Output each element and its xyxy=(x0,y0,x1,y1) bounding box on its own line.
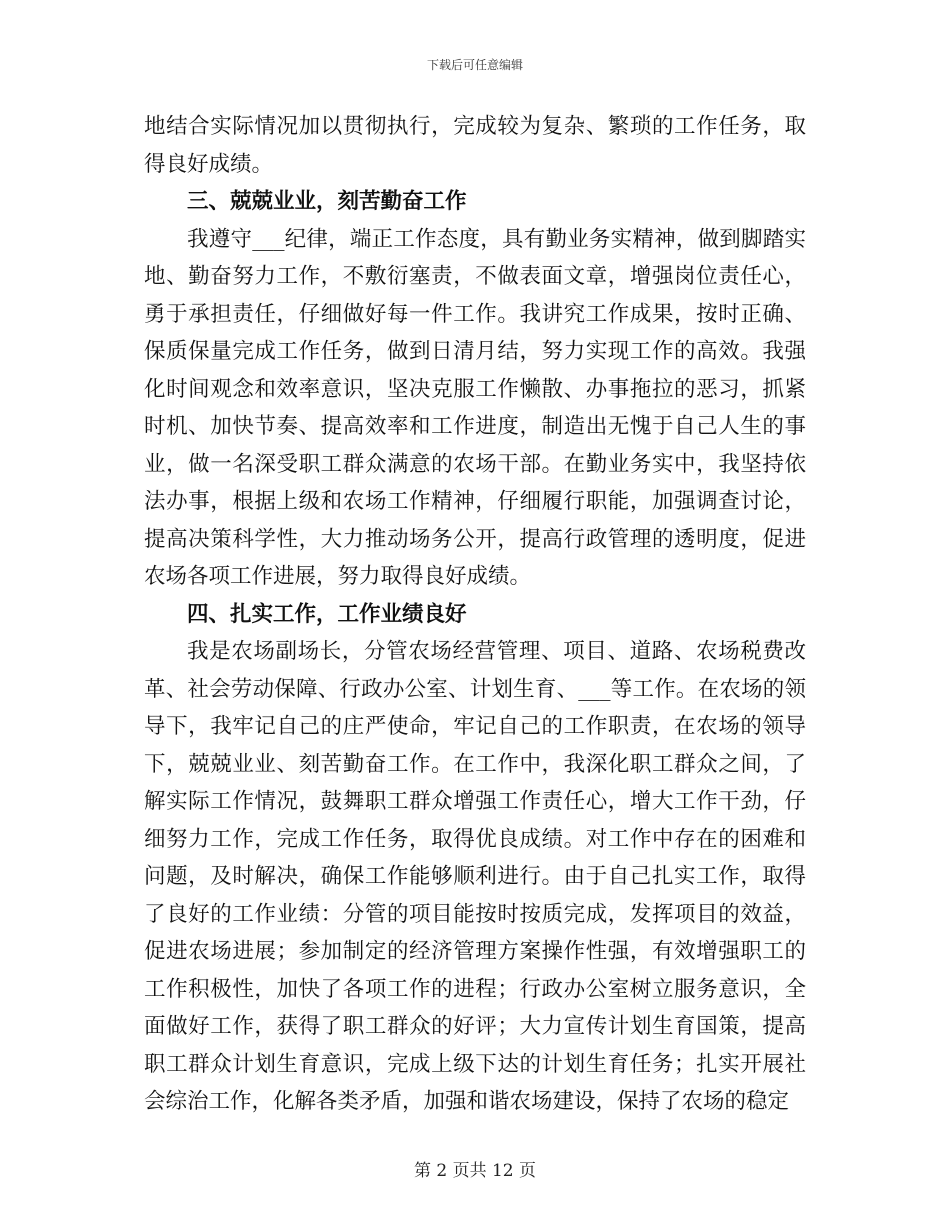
page-header: 下载后可任意编辑 xyxy=(426,58,523,72)
continuation-paragraph: 地结合实际情况加以贯彻执行，完成较为复杂、繁琐的工作任务，取得良好成绩。 xyxy=(144,114,806,177)
section-heading-3: 三、兢兢业业，刻苦勤奋工作 xyxy=(187,189,467,214)
section-3-paragraph: 我遵守___纪律，端正工作态度，具有勤业务实精神，做到脚踏实地、勤奋努力工作，不敷衍塞责，不做表面文章，增强岗位责任心，勇于承担责任，仔细做好每一件工作。我讲究工作成果，按时正确、保质保量完成工作任务，做到日清月结，努力实现工作的高效。我强化时间观念和效率意识，坚决克服工作懒散、办事拖拉的恶习，抓紧时机、加快节奏、提高效率和工作进度，制造出无愧于自己人生的事业，做一名深受职工群众满意的农场干部。在勤业务实中，我坚持依法办事，根据上级和农场工作精神，仔细履行职能，加强调查讨论，提高决策科学性，大力推动场务公开，提高行政管理的透明度，促进农场各项工作进展，努力取得良好成绩。 xyxy=(144,226,806,589)
document-body xyxy=(144,108,806,1121)
section-heading-4: 四、扎实工作，工作业绩良好 xyxy=(187,601,467,627)
page-number: 第 2 页共 12 页 xyxy=(413,1161,537,1181)
section-4-paragraph: 我是农场副场长，分管农场经营管理、项目、道路、农场税费改革、社会劳动保障、行政办公室、计划生育、___等工作。在农场的领导下，我牢记自己的庄严使命，牢记自己的工作职责，在农场的领导下，兢兢业业、刻苦勤奋工作。在工作中，我深化职工群众之间，了解实际工作情况，鼓舞职工群众增强工作责任心，增大工作干劲，仔细努力工作，完成工作任务，取得优良成绩。对工作中存在的困难和问题，及时解决，确保工作能够顺利进行。由于自己扎实工作，取得了良好的工作业绩：分管的项目能按时按质完成，发挥项目的效益，促进农场进展；参加制定的经济管理方案操作性强，有效增强职工的工作积极性，加快了各项工作的进程；行政办公室树立服务意识，全面做好工作，获得了职工群众的好评；大力宣传计划生育国策，提高职工群众计划生育意识，完成上级下达的计划生育任务；扎实开展社会综治工作，化解各类矛盾，加强和谐农场建设，保持了农场的稳定 xyxy=(144,639,806,1114)
